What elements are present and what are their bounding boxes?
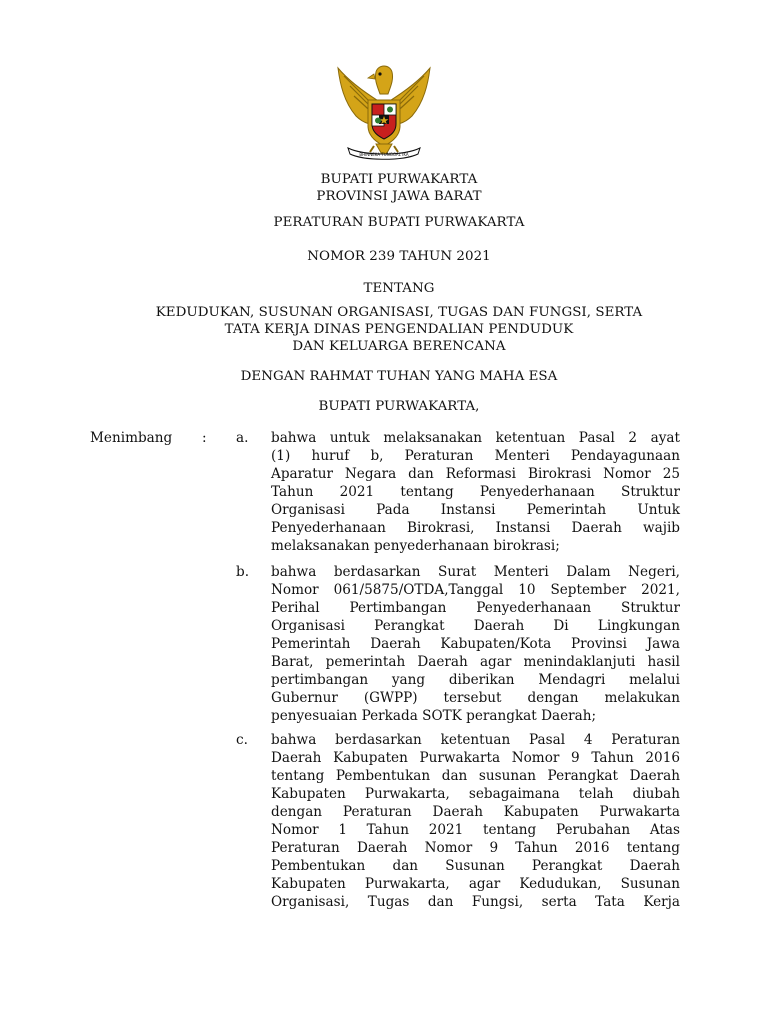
considering-label: Menimbang [90,430,173,446]
text-line: Pembentukan dan Susunan Perangkat Daerah [271,858,680,874]
text-line: Organisasi Pada Instansi Pemerintah Untuk [271,502,680,518]
subject-line: KEDUDUKAN, SUSUNAN ORGANISASI, TUGAS DAN FUNGSI, SERTA [155,305,643,320]
regulation-number: NOMOR 239 TAHUN 2021 [307,249,491,264]
subject-line: DAN KELUARGA BERENCANA [292,339,506,354]
text-line: pertimbangan yang diberikan Mendagri melalui [271,672,680,688]
text-line: bahwa untuk melaksanakan ketentuan Pasal 2 ayat [271,430,680,446]
text-line: Aparatur Negara dan Reformasi Birokrasi Nomor 25 [271,466,680,482]
text-line: Peraturan Daerah Nomor 9 Tahun 2016 tentang [271,840,680,856]
considering-item-c [271,731,680,911]
text-line: Kabupaten Purwakarta, agar Kedudukan, Susunan [271,876,680,892]
text-line: melaksanakan penyederhanaan birokrasi; [271,538,560,554]
text-line: Gubernur (GWPP) tersebut dengan melakukan [271,690,680,706]
considering-item-b [271,563,680,725]
invocation: DENGAN RAHMAT TUHAN YANG MAHA ESA [240,369,558,384]
item-letter: c. [236,732,248,748]
province-title: PROVINSI JAWA BARAT [316,189,482,204]
text-line: bahwa berdasarkan Surat Menteri Dalam Negeri, [271,564,680,580]
text-line: Kabupaten Purwakarta, sebagaimana telah diubah [271,786,680,802]
about-label: TENTANG [363,281,435,296]
item-letter: b. [236,564,250,580]
garuda-pancasila-emblem-icon [334,62,434,164]
text-line: bahwa berdasarkan ketentuan Pasal 4 Peraturan [271,732,680,748]
authority-title: BUPATI PURWAKARTA, [318,399,480,414]
text-line: tentang Pembentukan dan susunan Perangkat Daerah [271,768,680,784]
issuer-title: BUPATI PURWAKARTA [320,172,478,187]
regulation-title: PERATURAN BUPATI PURWAKARTA [273,215,525,230]
text-line: Tahun 2021 tentang Penyederhanaan Struktur [271,484,680,500]
text-line: Barat, pemerintah Daerah agar menindaklanjuti hasil [271,654,680,670]
text-line: Daerah Kabupaten Purwakarta Nomor 9 Tahun 2016 [271,750,680,766]
text-line: Pemerintah Daerah Kabupaten/Kota Provinsi Jawa [271,636,680,652]
text-line: Perihal Pertimbangan Penyederhanaan Struktur [271,600,680,616]
text-line: Penyederhanaan Birokrasi, Instansi Daerah wajib [271,520,680,536]
text-line: (1) huruf b, Peraturan Menteri Pendayagunaan [271,448,680,464]
subject-line: TATA KERJA DINAS PENGENDALIAN PENDUDUK [224,322,574,337]
item-letter: a. [236,430,249,446]
considering-item-a [271,429,680,555]
svg-text:BHINNEKA TUNGGAL IKA: BHINNEKA TUNGGAL IKA [359,152,409,157]
text-line: Organisasi Perangkat Daerah Di Lingkungan [271,618,680,634]
text-line: dengan Peraturan Daerah Kabupaten Purwakarta [271,804,680,820]
garuda-emblem [334,62,434,164]
considering-colon: : [202,430,207,446]
text-line: Nomor 061/5875/OTDA,Tanggal 10 September 2021, [271,582,680,598]
text-line: Nomor 1 Tahun 2021 tentang Perubahan Atas [271,822,680,838]
text-line: penyesuaian Perkada SOTK perangkat Daerah; [271,708,597,724]
text-line: Organisasi, Tugas dan Fungsi, serta Tata Kerja [271,894,680,910]
